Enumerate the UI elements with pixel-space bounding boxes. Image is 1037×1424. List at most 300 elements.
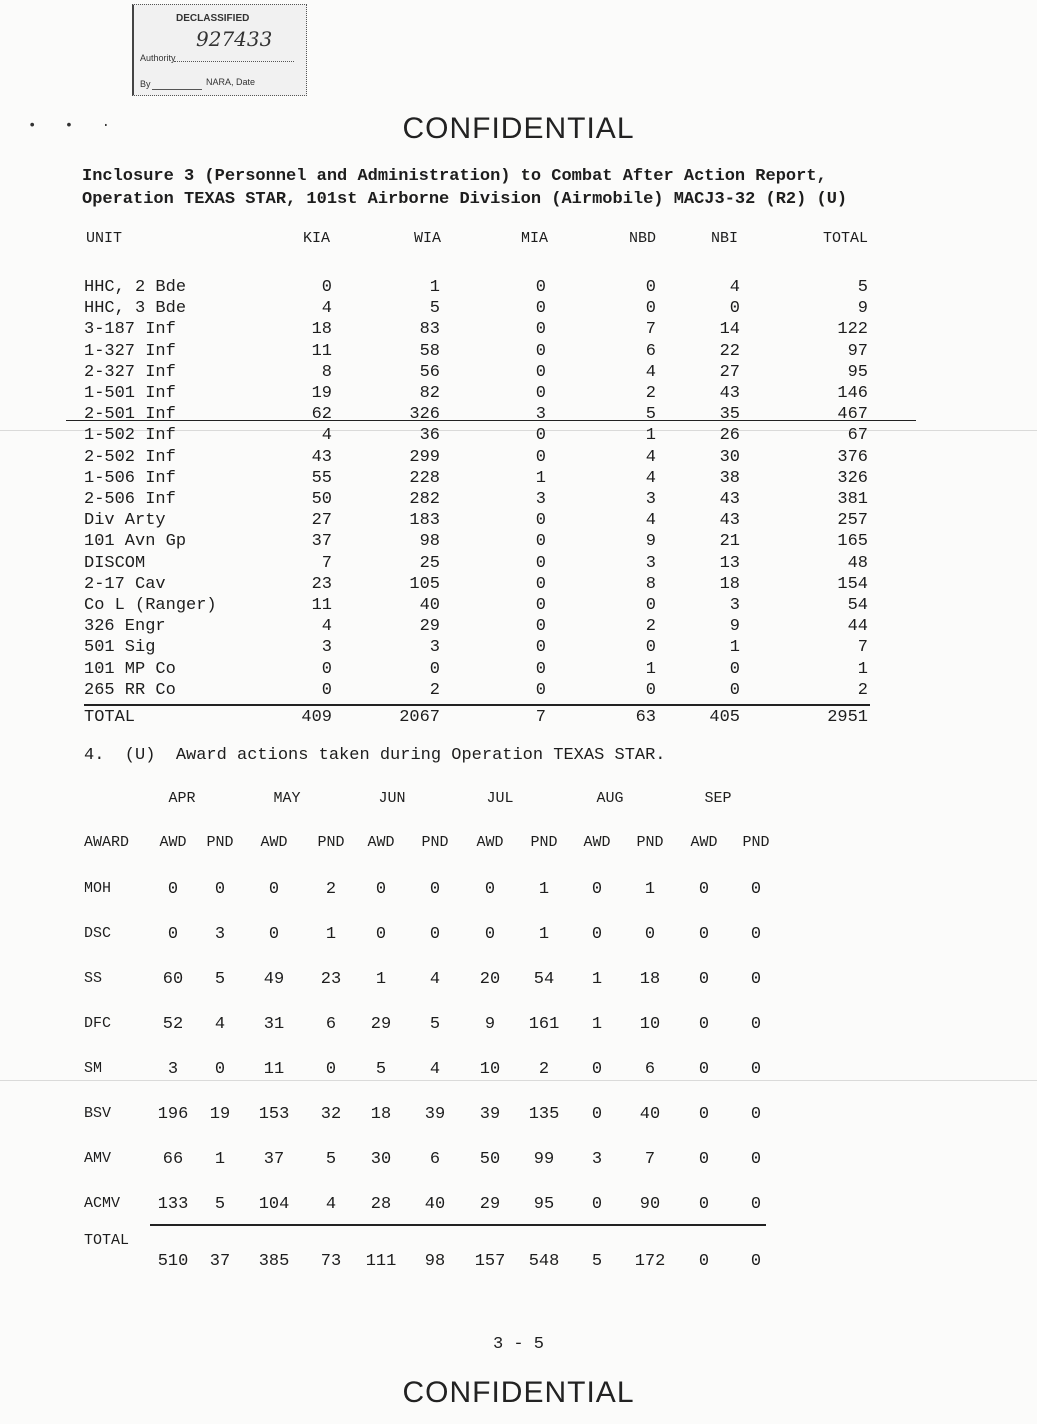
stamp-by: By: [140, 79, 151, 89]
cell-kia: 37: [311, 532, 332, 551]
cell-total: 326: [837, 469, 868, 488]
cell-total: 257: [837, 511, 868, 530]
cell-nbd: 2: [645, 617, 656, 636]
cell-mia: 0: [535, 384, 546, 403]
month-header: AUG: [596, 790, 624, 807]
cell-unit: 2-17 Cav: [84, 575, 166, 594]
cell-nbd: 1: [645, 660, 656, 679]
award-label: DFC: [84, 1015, 112, 1032]
cell-kia: 23: [311, 575, 332, 594]
cell-unit: 2-327 Inf: [84, 363, 176, 382]
cell-mia: 0: [535, 617, 546, 636]
cell-awarded: AWD: [260, 834, 288, 851]
cell-awarded: 104: [258, 1195, 290, 1214]
cell-pending: 37: [209, 1252, 231, 1271]
cell-mia: 0: [535, 532, 546, 551]
cell-unit: 2-501 Inf: [84, 405, 176, 424]
cell-pending: 0: [750, 1015, 762, 1034]
cell-nbi: 43: [719, 384, 740, 403]
cell-pending: 161: [528, 1015, 560, 1034]
cell-nbd: 0: [645, 681, 656, 700]
cell-pending: 0: [750, 925, 762, 944]
cell-nbd: 0: [645, 596, 656, 615]
cell-pending: 0: [750, 1252, 762, 1271]
cell-unit: Co L (Ranger): [84, 596, 217, 615]
cell-wia: 5: [429, 299, 440, 318]
cell-pending: 98: [424, 1252, 446, 1271]
cell-mia: MIA: [520, 230, 548, 247]
cell-kia: 11: [311, 342, 332, 361]
cell-nbd: 0: [645, 299, 656, 318]
cell-nbd: 3: [645, 554, 656, 573]
cell-mia: 0: [535, 342, 546, 361]
cell-pending: 0: [750, 970, 762, 989]
cell-unit: DISCOM: [84, 554, 146, 573]
table-row: [0, 278, 1037, 300]
cell-awarded: 385: [258, 1252, 290, 1271]
awards-section-title: 4. (U) Award actions taken during Operation TEXAS STAR.: [84, 746, 666, 765]
cell-kia: 4: [321, 617, 332, 636]
cell-wia: 29: [419, 617, 440, 636]
cell-awarded: 0: [698, 925, 710, 944]
cell-total: 165: [837, 532, 868, 551]
cell-mia: 0: [535, 426, 546, 445]
cell-nbi: 0: [729, 660, 740, 679]
cell-awarded: 196: [157, 1105, 189, 1124]
cell-total: 376: [837, 448, 868, 467]
award-label: ACMV: [84, 1195, 121, 1212]
cell-pending: 548: [528, 1252, 560, 1271]
cell-pending: 90: [639, 1195, 661, 1214]
heading-line-1: Inclosure 3 (Personnel and Administration) to Combat After Action Report,: [82, 167, 827, 186]
cell-nbd: 4: [645, 469, 656, 488]
cell-pending: 172: [634, 1252, 666, 1271]
cell-nbd: 7: [645, 320, 656, 339]
punch-marks: • • ·: [28, 118, 121, 134]
table-row: [0, 617, 1037, 639]
month-header: JUL: [486, 790, 514, 807]
cell-unit: TOTAL: [84, 708, 136, 727]
table-row: [0, 1195, 1037, 1219]
cell-kia: 43: [311, 448, 332, 467]
cell-nbi: 14: [719, 320, 740, 339]
cell-pending: 6: [325, 1015, 337, 1034]
total-divider: [84, 704, 870, 706]
cell-wia: 282: [409, 490, 440, 509]
cell-awarded: 66: [162, 1150, 184, 1169]
cell-unit: 326 Engr: [84, 617, 166, 636]
table-row: [0, 299, 1037, 321]
cell-pending: 0: [750, 1150, 762, 1169]
cell-awarded: 0: [268, 880, 280, 899]
stamp-divider: [152, 89, 202, 90]
cell-mia: 0: [535, 596, 546, 615]
cell-kia: 0: [321, 278, 332, 297]
cell-pending: 1: [644, 880, 656, 899]
cell-nbd: 4: [645, 511, 656, 530]
award-label: MOH: [84, 880, 112, 897]
cell-pending: 5: [214, 970, 226, 989]
cell-awarded: 60: [162, 970, 184, 989]
cell-awarded: 1: [375, 970, 387, 989]
table-row: [0, 1060, 1037, 1084]
cell-pending: 0: [429, 880, 441, 899]
cell-awarded: 10: [479, 1060, 501, 1079]
award-label: AMV: [84, 1150, 112, 1167]
cell-awarded: 29: [370, 1015, 392, 1034]
cell-awarded: 0: [698, 1150, 710, 1169]
cell-pending: 1: [538, 925, 550, 944]
cell-total: TOTAL: [822, 230, 868, 247]
cell-pending: 0: [750, 1060, 762, 1079]
cell-total: 381: [837, 490, 868, 509]
cell-kia: 11: [311, 596, 332, 615]
cell-awarded: 28: [370, 1195, 392, 1214]
cell-unit: 1-506 Inf: [84, 469, 176, 488]
cell-pending: PND: [421, 834, 449, 851]
cell-total: 467: [837, 405, 868, 424]
cell-unit: 1-502 Inf: [84, 426, 176, 445]
cell-kia: 7: [321, 554, 332, 573]
cell-awarded: 153: [258, 1105, 290, 1124]
cell-wia: 82: [419, 384, 440, 403]
cell-total: 48: [847, 554, 868, 573]
cell-mia: 0: [535, 638, 546, 657]
table-row: [0, 681, 1037, 703]
month-header: MAY: [273, 790, 301, 807]
cell-mia: 0: [535, 660, 546, 679]
cell-pending: PND: [742, 834, 770, 851]
cell-wia: 56: [419, 363, 440, 382]
cell-kia: 409: [301, 708, 332, 727]
cell-awarded: 3: [167, 1060, 179, 1079]
cell-awarded: 20: [479, 970, 501, 989]
award-label: SS: [84, 970, 103, 987]
cell-mia: 3: [535, 490, 546, 509]
cell-kia: 62: [311, 405, 332, 424]
cell-awarded: 0: [698, 1015, 710, 1034]
cell-nbd: 4: [645, 363, 656, 382]
cell-awarded: AWD: [583, 834, 611, 851]
cell-nbi: 43: [719, 490, 740, 509]
cell-nbi: NBI: [710, 230, 738, 247]
table-row: [0, 1015, 1037, 1039]
table-row: [0, 511, 1037, 533]
cell-kia: 18: [311, 320, 332, 339]
divider-line: [66, 420, 916, 421]
cell-wia: 2: [429, 681, 440, 700]
cell-total: 1: [857, 660, 868, 679]
cell-total: 2951: [827, 708, 868, 727]
stamp-number: 927433: [196, 27, 273, 51]
cell-awarded: 0: [698, 1105, 710, 1124]
cell-pending: 18: [639, 970, 661, 989]
cell-unit: UNIT: [86, 230, 123, 247]
cell-pending: 73: [320, 1252, 342, 1271]
cell-awarded: 0: [167, 880, 179, 899]
cell-kia: 19: [311, 384, 332, 403]
cell-nbd: 3: [645, 490, 656, 509]
cell-awarded: 0: [268, 925, 280, 944]
award-label: BSV: [84, 1105, 112, 1122]
cell-unit: 501 Sig: [84, 638, 156, 657]
table-row: [0, 320, 1037, 342]
stamp-title: DECLASSIFIED: [176, 13, 250, 24]
cell-total: 54: [847, 596, 868, 615]
cell-kia: 8: [321, 363, 332, 382]
cell-awarded: AWD: [367, 834, 395, 851]
stamp-nara: NARA, Date: [206, 77, 256, 87]
cell-nbi: 26: [719, 426, 740, 445]
cell-total: 5: [857, 278, 868, 297]
cell-wia: 36: [419, 426, 440, 445]
cell-pending: 0: [214, 1060, 226, 1079]
cell-total: 9: [857, 299, 868, 318]
stamp-authority: Authority: [140, 53, 176, 63]
cell-pending: 10: [639, 1015, 661, 1034]
cell-pending: 1: [325, 925, 337, 944]
cell-awarded: 49: [263, 970, 285, 989]
cell-wia: WIA: [413, 230, 441, 247]
cell-awarded: AWD: [690, 834, 718, 851]
cell-pending: 135: [528, 1105, 560, 1124]
cell-wia: 25: [419, 554, 440, 573]
cell-pending: 40: [424, 1195, 446, 1214]
cell-awarded: 157: [474, 1252, 506, 1271]
cell-pending: 0: [644, 925, 656, 944]
cell-unit: 101 MP Co: [84, 660, 176, 679]
cell-mia: 1: [535, 469, 546, 488]
cell-awarded: 0: [698, 880, 710, 899]
table-row: [0, 596, 1037, 618]
award-label: DSC: [84, 925, 112, 942]
cell-awarded: 510: [157, 1252, 189, 1271]
cell-mia: 0: [535, 320, 546, 339]
cell-unit: 1-327 Inf: [84, 342, 176, 361]
table-row: [0, 532, 1037, 554]
cell-pending: PND: [317, 834, 345, 851]
table-row: [0, 342, 1037, 364]
cell-nbd: 4: [645, 448, 656, 467]
cell-nbd: NBD: [628, 230, 656, 247]
cell-wia: 299: [409, 448, 440, 467]
cell-mia: 0: [535, 299, 546, 318]
cell-pending: 0: [325, 1060, 337, 1079]
cell-awarded: 0: [484, 925, 496, 944]
cell-mia: 0: [535, 278, 546, 297]
cell-mia: 7: [535, 708, 546, 727]
cell-awarded: 29: [479, 1195, 501, 1214]
cell-wia: 3: [429, 638, 440, 657]
cell-nbi: 1: [729, 638, 740, 657]
cell-nbd: 1: [645, 426, 656, 445]
cell-pending: 4: [214, 1015, 226, 1034]
table-row: [0, 1105, 1037, 1129]
cell-pending: 5: [325, 1150, 337, 1169]
cell-unit: HHC, 2 Bde: [84, 278, 187, 297]
cell-awarded: 52: [162, 1015, 184, 1034]
table-row: [0, 405, 1037, 427]
cell-pending: 1: [214, 1150, 226, 1169]
cell-awarded: 0: [167, 925, 179, 944]
cell-kia: 4: [321, 299, 332, 318]
awards-total-label: TOTAL: [84, 1232, 130, 1249]
cell-pending: 0: [214, 880, 226, 899]
cell-pending: 54: [533, 970, 555, 989]
cell-unit: 3-187 Inf: [84, 320, 176, 339]
month-header: APR: [168, 790, 196, 807]
cell-total: 146: [837, 384, 868, 403]
cell-total: 95: [847, 363, 868, 382]
cell-nbi: 18: [719, 575, 740, 594]
cell-awarded: 0: [591, 1195, 603, 1214]
cell-awarded: 133: [157, 1195, 189, 1214]
cell-pending: 40: [639, 1105, 661, 1124]
table-row: [0, 575, 1037, 597]
page-number: 3 - 5: [492, 1335, 544, 1354]
cell-awarded: 0: [375, 880, 387, 899]
table-row: [0, 660, 1037, 682]
table-total-row: [0, 708, 1037, 730]
cell-nbi: 35: [719, 405, 740, 424]
classification-top: CONFIDENTIAL: [402, 112, 635, 145]
cell-total: 122: [837, 320, 868, 339]
cell-nbi: 43: [719, 511, 740, 530]
cell-pending: PND: [206, 834, 234, 851]
cell-nbd: 9: [645, 532, 656, 551]
cell-total: 7: [857, 638, 868, 657]
cell-unit: 265 RR Co: [84, 681, 176, 700]
cell-nbd: 5: [645, 405, 656, 424]
table-row: [0, 384, 1037, 406]
cell-nbi: 3: [729, 596, 740, 615]
cell-wia: 83: [419, 320, 440, 339]
cell-wia: 1: [429, 278, 440, 297]
cell-nbi: 405: [709, 708, 740, 727]
cell-awarded: 31: [263, 1015, 285, 1034]
table-row: [0, 1150, 1037, 1174]
cell-pending: 32: [320, 1105, 342, 1124]
awards-subheader-row: [0, 834, 1037, 858]
table-row: [0, 363, 1037, 385]
cell-awarded: 0: [698, 1060, 710, 1079]
cell-nbi: 27: [719, 363, 740, 382]
cell-awarded: 0: [484, 880, 496, 899]
cell-pending: 23: [320, 970, 342, 989]
cell-awarded: 0: [591, 1060, 603, 1079]
cell-wia: 58: [419, 342, 440, 361]
paper-crease: [0, 430, 1037, 431]
cell-mia: 0: [535, 575, 546, 594]
cell-pending: 0: [750, 880, 762, 899]
cell-pending: 95: [533, 1195, 555, 1214]
cell-total: 67: [847, 426, 868, 445]
cell-awarded: 37: [263, 1150, 285, 1169]
awards-total-row: [0, 1252, 1037, 1276]
cell-pending: PND: [636, 834, 664, 851]
cell-total: 2: [857, 681, 868, 700]
cell-pending: 39: [424, 1105, 446, 1124]
cell-nbi: 38: [719, 469, 740, 488]
cell-awarded: 50: [479, 1150, 501, 1169]
table-row: [0, 925, 1037, 949]
cell-wia: 326: [409, 405, 440, 424]
report-heading: [82, 165, 962, 211]
month-header: SEP: [704, 790, 732, 807]
cell-wia: 0: [429, 660, 440, 679]
table-row: [0, 490, 1037, 512]
award-label: SM: [84, 1060, 103, 1077]
cell-awarded: 3: [591, 1150, 603, 1169]
cell-awarded: 0: [698, 970, 710, 989]
cell-mia: 0: [535, 448, 546, 467]
cell-kia: 0: [321, 660, 332, 679]
cell-kia: 3: [321, 638, 332, 657]
table-row: [0, 880, 1037, 904]
cell-total: 44: [847, 617, 868, 636]
table-row: [0, 469, 1037, 491]
cell-nbd: 6: [645, 342, 656, 361]
cell-pending: PND: [530, 834, 558, 851]
cell-unit: 1-501 Inf: [84, 384, 176, 403]
cell-unit: 101 Avn Gp: [84, 532, 187, 551]
cell-awarded: 5: [591, 1252, 603, 1271]
cell-total: 154: [837, 575, 868, 594]
cell-nbd: 8: [645, 575, 656, 594]
cell-pending: 4: [429, 1060, 441, 1079]
cell-mia: 3: [535, 405, 546, 424]
declassification-stamp: [132, 4, 307, 96]
cell-awarded: 0: [375, 925, 387, 944]
classification-bottom: CONFIDENTIAL: [402, 1376, 635, 1409]
cell-nbd: 63: [635, 708, 656, 727]
cell-pending: 19: [209, 1105, 231, 1124]
heading-line-2: Operation TEXAS STAR, 101st Airborne Division (Airmobile) MACJ3-32 (R2) (U): [82, 190, 848, 209]
cell-wia: 2067: [399, 708, 440, 727]
cell-pending: 5: [214, 1195, 226, 1214]
cell-nbi: 0: [729, 299, 740, 318]
table-row: [0, 970, 1037, 994]
cell-awarded: 11: [263, 1060, 285, 1079]
cell-nbi: 13: [719, 554, 740, 573]
cell-wia: 40: [419, 596, 440, 615]
cell-mia: 0: [535, 681, 546, 700]
cell-kia: 0: [321, 681, 332, 700]
cell-pending: 6: [429, 1150, 441, 1169]
cell-awarded: 0: [591, 1105, 603, 1124]
table-header-row: [0, 230, 1037, 252]
cell-pending: 7: [644, 1150, 656, 1169]
cell-pending: 4: [325, 1195, 337, 1214]
cell-awarded: 30: [370, 1150, 392, 1169]
cell-wia: 105: [409, 575, 440, 594]
cell-wia: 183: [409, 511, 440, 530]
cell-nbi: 21: [719, 532, 740, 551]
table-row: [0, 554, 1037, 576]
cell-kia: 4: [321, 426, 332, 445]
cell-awarded: 0: [591, 880, 603, 899]
cell-kia: 55: [311, 469, 332, 488]
cell-awarded: AWD: [159, 834, 187, 851]
cell-awarded: 5: [375, 1060, 387, 1079]
cell-pending: 6: [644, 1060, 656, 1079]
cell-nbi: 30: [719, 448, 740, 467]
cell-kia: 27: [311, 511, 332, 530]
cell-awarded: 1: [591, 970, 603, 989]
awards-total-divider: [150, 1224, 766, 1226]
cell-kia: 50: [311, 490, 332, 509]
cell-nbd: 0: [645, 278, 656, 297]
